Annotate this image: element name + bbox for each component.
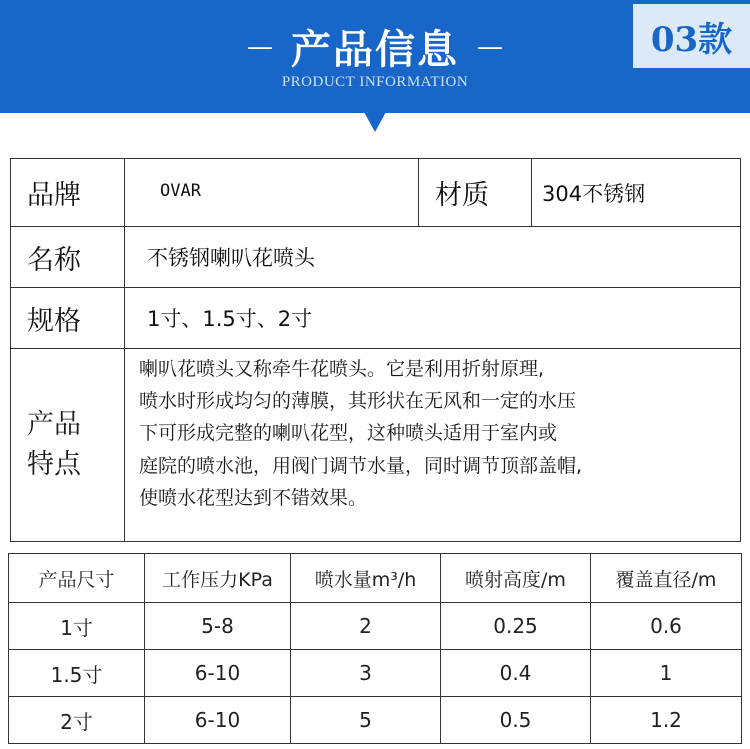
spec-value: 1寸、1.5寸、2寸 (124, 288, 742, 348)
material-label: 材质 (418, 159, 531, 226)
table-row (9, 697, 742, 744)
feature-line: 喇叭花喷头又称牵牛花喷头。它是利用折射原理, (139, 358, 545, 380)
spec-table (8, 553, 742, 744)
feature-line: 使喷水花型达到不错效果。 (139, 486, 368, 509)
info-row-spec (11, 288, 740, 349)
cell-height: 0.4 (441, 650, 591, 697)
feature-label-line-2: 特点 (27, 449, 81, 480)
cell-pressure: 5-8 (145, 603, 291, 650)
feature-text (124, 349, 742, 541)
cell-height: 0.5 (441, 697, 591, 744)
info-row-brand (11, 159, 740, 227)
product-info-table (10, 158, 741, 542)
table-row (9, 603, 742, 650)
page-title: 产品信息 (291, 26, 459, 73)
header-size: 产品尺寸 (9, 554, 145, 603)
feature-label (11, 349, 124, 541)
header-height: 喷射高度/m (441, 554, 591, 603)
cell-size: 1.5寸 (9, 650, 145, 697)
cell-diameter: 1.2 (591, 697, 742, 744)
page-subtitle: PRODUCT INFORMATION (281, 74, 469, 90)
name-value: 不锈钢喇叭花喷头 (124, 227, 742, 287)
header-flow: 喷水量m³/h (291, 554, 441, 603)
title-dash-left: — (247, 31, 273, 62)
brand-label: 品牌 (27, 180, 81, 211)
spec-label: 规格 (27, 305, 81, 337)
brand-value: OVAR (124, 159, 418, 226)
banner-pointer (364, 112, 386, 132)
cell-size: 1寸 (9, 603, 145, 650)
cell-flow: 5 (291, 697, 441, 744)
title-dash-right: — (477, 31, 503, 62)
model-badge: 03款 (633, 4, 750, 68)
cell-height: 0.25 (441, 603, 591, 650)
info-row-name (11, 227, 740, 288)
cell-pressure: 6-10 (145, 650, 291, 697)
header-diameter: 覆盖直径/m (591, 554, 742, 603)
info-row-features (11, 349, 740, 541)
header-pressure: 工作压力KPa (145, 554, 291, 603)
feature-label-line-1: 产品 (27, 409, 81, 440)
material-value: 304不锈钢 (531, 159, 742, 226)
cell-size: 2寸 (9, 697, 145, 744)
feature-line: 庭院的喷水池，用阀门调节水量，同时调节顶部盖帽, (139, 454, 583, 477)
feature-line: 下可形成完整的喇叭花型，这种喷头适用于室内或 (139, 422, 558, 445)
name-label: 名称 (27, 244, 81, 276)
spec-header-row (9, 554, 742, 603)
table-row (9, 650, 742, 697)
cell-pressure: 6-10 (145, 697, 291, 744)
cell-flow: 3 (291, 650, 441, 697)
cell-flow: 2 (291, 603, 441, 650)
cell-diameter: 1 (591, 650, 742, 697)
cell-diameter: 0.6 (591, 603, 742, 650)
feature-line: 喷水时形成均匀的薄膜，其形状在无风和一定的水压 (139, 390, 577, 413)
